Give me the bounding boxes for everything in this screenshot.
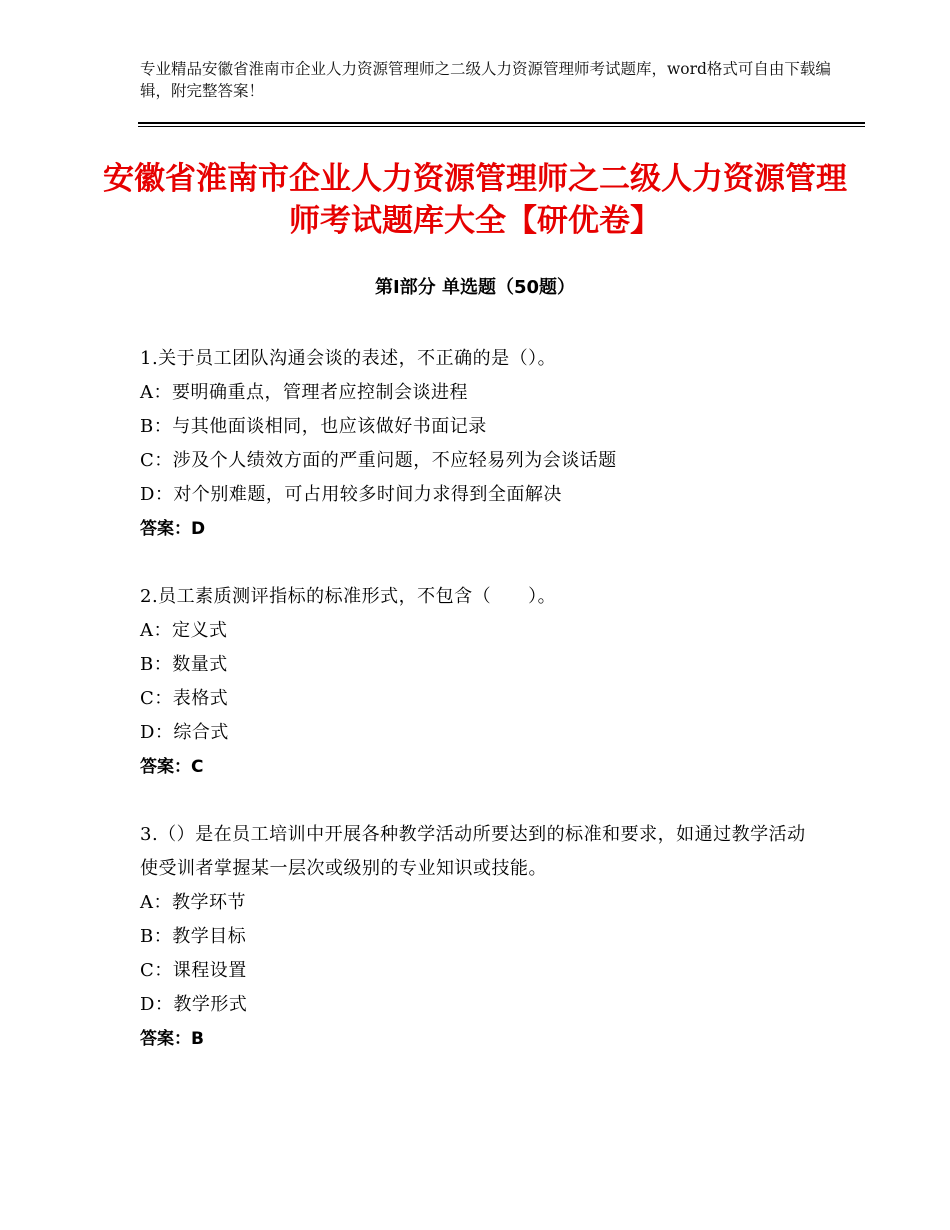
answer-label: 答案：B [140, 1029, 204, 1049]
option-a: A：定义式 [140, 620, 228, 641]
question-stem: 3.（）是在员工培训中开展各种教学活动所要达到的标准和要求，如通过教学活动使受训者掌握某一层次或级别的专业知识或技能。 [140, 824, 806, 879]
header-rule-thin [138, 126, 865, 127]
answer-label: 答案：D [140, 519, 206, 539]
option-b: B：与其他面谈相同，也应该做好书面记录 [140, 416, 487, 437]
header-rule-thick [138, 122, 865, 124]
question-item [140, 580, 820, 784]
option-a: A：教学环节 [140, 892, 246, 913]
question-list [140, 342, 820, 1090]
question-stem: 2.员工素质测评指标的标准形式，不包含（ ）。 [140, 586, 557, 607]
question-item [140, 818, 820, 1056]
document-title: 安徽省淮南市企业人力资源管理师之二级人力资源管理师考试题库大全【研优卷】 [103, 161, 847, 239]
option-b: B：教学目标 [140, 926, 247, 947]
option-d: D：对个别难题，可占用较多时间力求得到全面解决 [140, 484, 562, 505]
header-note: 专业精品安徽省淮南市企业人力资源管理师之二级人力资源管理师考试题库，word格式可自由下载编辑，附完整答案！ [140, 60, 831, 100]
option-d: D：教学形式 [140, 994, 248, 1015]
option-c: C：课程设置 [140, 960, 247, 981]
option-c: C：涉及个人绩效方面的严重问题，不应轻易列为会谈话题 [140, 450, 617, 471]
answer-label: 答案：C [140, 757, 204, 777]
question-stem: 1.关于员工团队沟通会谈的表述，不正确的是（）。 [140, 348, 557, 369]
question-item [140, 342, 820, 546]
option-c: C：表格式 [140, 688, 229, 709]
option-d: D：综合式 [140, 722, 229, 743]
section-title: 第Ⅰ部分 单选题（50题） [374, 277, 575, 298]
option-b: B：数量式 [140, 654, 228, 675]
option-a: A：要明确重点，管理者应控制会谈进程 [140, 382, 468, 403]
